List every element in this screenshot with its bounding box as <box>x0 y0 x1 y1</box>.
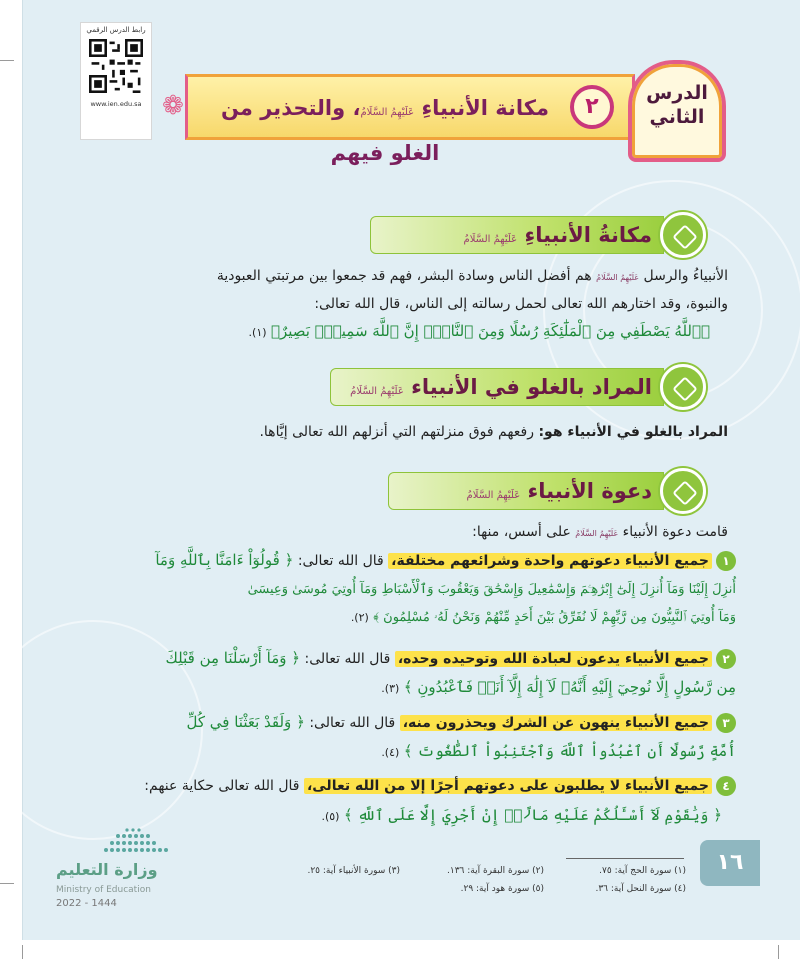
verse-line <box>56 575 736 604</box>
qr-url[interactable]: www.ien.edu.sa <box>90 100 142 108</box>
section-ornament-icon <box>660 468 706 514</box>
footnote-divider <box>566 858 684 859</box>
footnote: (٤) سورة النحل آية: ٣٦. <box>595 884 686 894</box>
ministry-logo-icon <box>100 828 180 856</box>
footnote-ref: (٤). <box>381 746 400 759</box>
qr-code-icon[interactable] <box>89 39 143 93</box>
footnote-ref: (١). <box>248 326 267 339</box>
quran-verse: أُنزِلَ إِلَيْنَا وَمَآ أُنزِلَ إِلَىٰٓ إِبْرَٰهِـۧمَ وَإِسْمَٰعِيلَ وَإِسْحَٰقَ وَيَعْقُوبَ وَٱلْأَسْبَاطِ وَمَآ أُوتِيَ مُوسَىٰ وَعِيسَىٰ <box>247 582 736 597</box>
header-ornament-icon: ❁ <box>162 91 184 121</box>
paragraph <box>68 290 728 318</box>
blessing-mark: عَلَيْهِمُ السَّلَامُ <box>575 529 619 538</box>
list-item <box>56 772 736 800</box>
text-run: قال الله تعالى: <box>309 715 396 731</box>
text-run: هم أفضل الناس وسادة البشر، فهم قد جمعوا بين مرتبتي العبودية <box>216 268 592 284</box>
section-title-text: المراد بالغلو في الأنبياء <box>411 375 652 399</box>
quran-verse: ﴿ وَمَآ أَرْسَلْنَا مِن قَبْلِكَ <box>165 649 301 667</box>
list-item <box>66 546 736 575</box>
section-title <box>464 216 653 254</box>
definition-term: المراد بالغلو في الأنبياء هو: <box>538 424 728 440</box>
blessing-mark: عَلَيْهِمُ السَّلَامُ <box>596 273 640 282</box>
section-title-text: مكانةُ الأنبياءِ <box>524 223 652 247</box>
list-item <box>66 644 736 673</box>
verse-line <box>56 737 736 767</box>
quran-verse: ﴿ٱللَّهُ يَصْطَفِي مِنَ ٱلْمَلَٰٓئِكَةِ رُسُلًا وَمِنَ ٱلنَّاسِۚ إِنَّ ٱللَّهَ سَمِيعٌۢ بَصِيرٌ﴾ <box>270 322 710 340</box>
list-number-badge: ٣ <box>716 713 736 733</box>
lesson-title <box>195 88 575 165</box>
quran-verse: مِن رَّسُولٍ إِلَّا نُوحِيٓ إِلَيْهِ أَنَّهُۥ لَآ إِلَٰهَ إِلَّآ أَنَا۠ فَٱعْبُدُونِ ﴾ <box>403 678 736 696</box>
lesson-label-line2: الثاني <box>649 106 705 128</box>
section-ornament-icon <box>660 364 706 410</box>
quran-verse: ﴿ وَلَقَدْ بَعَثْنَا فِي كُلِّ <box>186 713 305 731</box>
text-run: قال الله تعالى: <box>297 553 384 569</box>
highlighted-text: جميع الأنبياء دعوتهم واحدة وشرائعهم مختلفة، <box>388 553 712 569</box>
text-run: رفعهم فوق منزلتهم التي أنزلهم الله تعالى إيَّاها. <box>259 424 534 440</box>
section-ornament-icon <box>660 212 706 258</box>
text-run: والنبوة، وقد اختارهم الله تعالى لحمل رسالته إلى الناس، قال الله تعالى: <box>314 296 728 312</box>
lesson-number-badge: ٢ <box>570 85 614 129</box>
text-run: الأنبياءُ والرسل <box>643 268 728 284</box>
section-title-text: دعوة الأنبياء <box>527 479 652 503</box>
ministry-name-english: Ministry of Education <box>56 885 151 895</box>
section-title <box>350 368 652 406</box>
section-header-prophets-call <box>388 468 706 514</box>
verse-line <box>42 801 722 831</box>
blessing-mark: عَلَيْهِمُ السَّلَامُ <box>360 107 415 118</box>
section-title <box>467 472 652 510</box>
quran-verse: ﴿ وَيَٰقَوْمِ لَآ أَسْـَٔلُكُمْ عَلَيْهِ مَالًاۖ إِنْ أَجْرِيَ إِلَّا عَلَى ٱللَّهِ ﴾ <box>343 806 722 824</box>
footnote: (٢) سورة البقرة آية: ١٣٦. <box>446 866 544 876</box>
paragraph <box>68 418 728 446</box>
footnote: (٣) سورة الأنبياء آية: ٢٥. <box>307 866 400 876</box>
list-number-badge: ٢ <box>716 649 736 669</box>
crop-mark <box>778 945 779 959</box>
crop-mark <box>22 945 23 959</box>
blessing-mark: عَلَيْهِمُ السَّلَامُ <box>463 234 518 245</box>
highlighted-text: جميع الأنبياء يدعون لعبادة الله وتوحيده وحده، <box>395 651 712 667</box>
list-item <box>66 708 736 737</box>
quran-verse: ﴿ قُولُوٓاْ ءَامَنَّا بِٱللَّهِ وَمَآ <box>155 551 294 569</box>
paragraph <box>108 262 728 292</box>
edition-year: 2022 - 1444 <box>56 898 117 909</box>
digital-lesson-qr[interactable] <box>80 22 152 140</box>
highlighted-text: جميع الأنبياء ينهون عن الشرك ويحذرون منه، <box>400 715 712 731</box>
verse-line <box>56 673 736 703</box>
text-run: على أسس، منها: <box>472 524 571 540</box>
text-run: قال الله تعالى: <box>304 651 391 667</box>
section-header-exaggeration <box>330 364 706 410</box>
crop-mark <box>0 60 14 61</box>
quran-verse: وَمَآ أُوتِيَ ٱلنَّبِيُّونَ مِن رَّبِّهِمْ لَا نُفَرِّقُ بَيْنَ أَحَدٍ مِّنْهُمْ وَنَحْنُ لَهُۥ مُسْلِمُونَ ﴾ <box>373 610 736 625</box>
section-header-prophets-status <box>370 212 706 258</box>
footnote-ref: (٣). <box>381 682 400 695</box>
paragraph <box>88 518 728 548</box>
page-number: ١٦ <box>700 840 760 886</box>
blessing-mark: عَلَيْهِمُ السَّلَامُ <box>350 386 404 397</box>
footnote: (١) سورة الحج آية: ٧٥. <box>599 866 686 876</box>
highlighted-text: جميع الأنبياء لا يطلبون على دعوتهم أجرًا إلا من الله تعالى، <box>304 778 712 794</box>
lesson-title-part2: ، والتحذير من الغلو فيهم <box>221 96 440 165</box>
verse-line <box>56 603 736 632</box>
lesson-title-part1: مكانة الأنبياءِ <box>421 96 549 120</box>
verse-line <box>50 317 710 347</box>
footnote-ref: (٥). <box>321 810 340 823</box>
footnote: (٥) سورة هود آية: ٢٩. <box>460 884 544 894</box>
list-number-badge: ٤ <box>716 776 736 796</box>
text-run: قال الله تعالى حكاية عنهم: <box>144 778 300 794</box>
crop-mark <box>0 883 14 884</box>
text-run: قامت دعوة الأنبياء <box>622 524 728 540</box>
list-number-badge: ١ <box>716 551 736 571</box>
footnote-ref: (٢). <box>350 611 369 624</box>
ministry-name-arabic: وزارة التعليم <box>56 860 158 879</box>
lesson-label-line1: الدرس <box>646 82 708 104</box>
blessing-mark: عَلَيْهِمُ السَّلَامُ <box>466 490 521 501</box>
quran-verse: أُمَّةٍ رَّسُولًا أَنِ ٱعْبُدُواْ ٱللَّهَ وَٱجْتَنِبُواْ ٱلطَّٰغُوتَ ﴾ <box>403 742 736 760</box>
qr-label: رابط الدرس الرقمي <box>86 26 146 34</box>
lesson-label-badge <box>628 60 726 162</box>
